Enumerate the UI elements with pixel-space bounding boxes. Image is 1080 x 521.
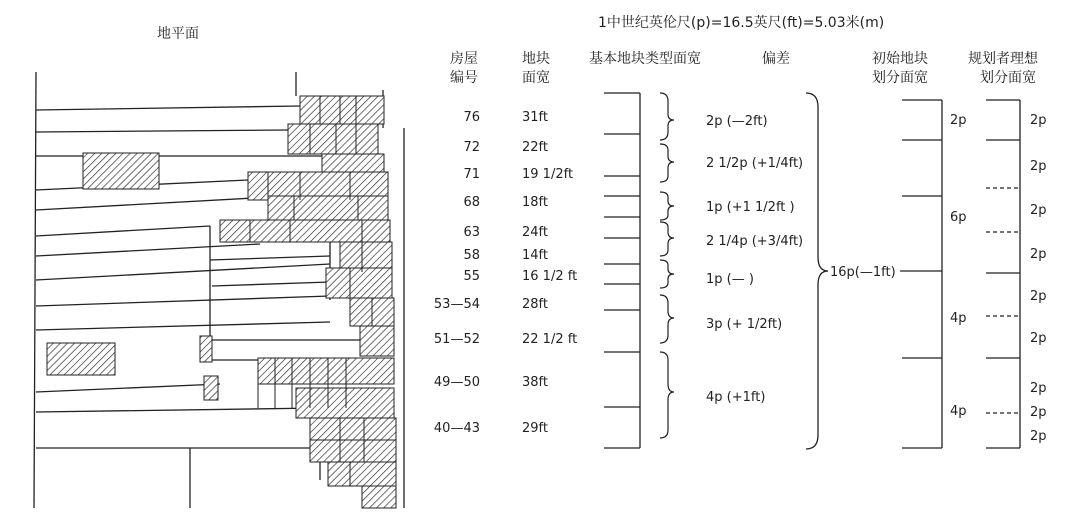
ideal-division-label: 2p [1030, 289, 1047, 304]
house-number: 49—50 [433, 375, 480, 390]
building [258, 358, 394, 384]
deviation-label: 1p (+1 1/2ft ) [706, 200, 795, 215]
plot-width: 22ft [522, 140, 548, 155]
plot-width: 38ft [522, 375, 548, 390]
initial-division-label: 6p [950, 210, 967, 225]
house-number: 68 [463, 195, 480, 210]
ideal-division-label: 2p [1030, 159, 1047, 174]
deviation-braces [660, 93, 674, 438]
header-plot-width-1: 地块 [522, 51, 550, 67]
plot-width: 18ft [522, 195, 548, 210]
scale-note: 1中世纪英伦尺(p)=16.5英尺(ft)=5.03米(m) [598, 15, 885, 31]
ideal-division-label: 2p [1030, 405, 1047, 420]
plot-width: 19 1/2ft [522, 167, 574, 182]
house-number: 58 [463, 248, 480, 263]
plot-width: 29ft [522, 421, 548, 436]
initial-division-ladder [902, 100, 942, 448]
plot-width: 28ft [522, 297, 548, 312]
house-number: 76 [463, 110, 480, 125]
ideal-division-label: 2p [1030, 247, 1047, 262]
header-ideal-division-2: 划分面宽 [980, 70, 1036, 86]
house-number: 40—43 [433, 421, 480, 436]
plot-width: 24ft [522, 225, 548, 240]
house-number: 51—52 [433, 332, 480, 347]
building [326, 268, 392, 298]
building [296, 388, 394, 418]
header-basic-plot-type-width: 基本地块类型面宽 [589, 51, 701, 67]
building [200, 336, 212, 362]
ideal-division-label: 2p [1030, 203, 1047, 218]
deviation-label: 1p (— ) [706, 272, 754, 287]
deviation-label: 3p (+ 1/2ft) [706, 317, 783, 332]
building [300, 96, 384, 124]
house-number: 55 [463, 269, 480, 284]
header-ideal-division-1: 规划者理想 [968, 51, 1038, 67]
initial-division-label: 4p [950, 311, 967, 326]
header-plot-width-2: 面宽 [522, 70, 550, 86]
house-number: 63 [463, 225, 480, 240]
house-number: 71 [463, 167, 480, 182]
row-labels [434, 110, 577, 436]
column-headers [450, 50, 1039, 86]
total-brace [806, 93, 828, 449]
plan-title: 地平面 [157, 26, 199, 42]
ideal-division-ladder [986, 100, 1020, 448]
header-initial-division-2: 划分面宽 [872, 70, 928, 86]
initial-division-labels [950, 113, 967, 419]
building [83, 153, 159, 189]
header-deviation: 偏差 [762, 51, 790, 67]
basic-width-ladder [604, 93, 640, 448]
building [220, 220, 390, 242]
building [360, 326, 394, 356]
deviation-label: 2 1/2p (+1/4ft) [706, 156, 804, 171]
plot-width: 31ft [522, 110, 548, 125]
initial-division-label: 2p [950, 113, 967, 128]
plot-width: 14ft [522, 248, 548, 263]
buildings [47, 96, 396, 508]
ideal-division-label: 2p [1030, 429, 1047, 444]
header-house-number-2: 编号 [450, 70, 478, 86]
building [328, 462, 396, 486]
deviation-label: 2p (—2ft) [706, 114, 768, 129]
deviation-labels [706, 114, 803, 405]
ideal-division-label: 2p [1030, 331, 1047, 346]
header-initial-division-1: 初始地块 [872, 51, 928, 67]
header-house-number-1: 房屋 [450, 51, 478, 67]
ideal-division-labels [1030, 113, 1047, 444]
initial-division-label: 4p [950, 404, 967, 419]
plot-width: 16 1/2 ft [522, 269, 578, 284]
building [362, 486, 396, 508]
ideal-division-label: 2p [1030, 381, 1047, 396]
ideal-division-label: 2p [1030, 113, 1047, 128]
deviation-label: 4p (+1ft) [706, 390, 766, 405]
building [47, 343, 115, 375]
building [204, 376, 218, 400]
house-number: 72 [463, 140, 480, 155]
building [268, 196, 388, 220]
building [288, 124, 378, 154]
total-label: 16p(—1ft) [830, 265, 896, 280]
plot-width: 22 1/2 ft [522, 332, 578, 347]
house-number: 53—54 [433, 297, 480, 312]
deviation-label: 2 1/4p (+3/4ft) [706, 234, 804, 249]
